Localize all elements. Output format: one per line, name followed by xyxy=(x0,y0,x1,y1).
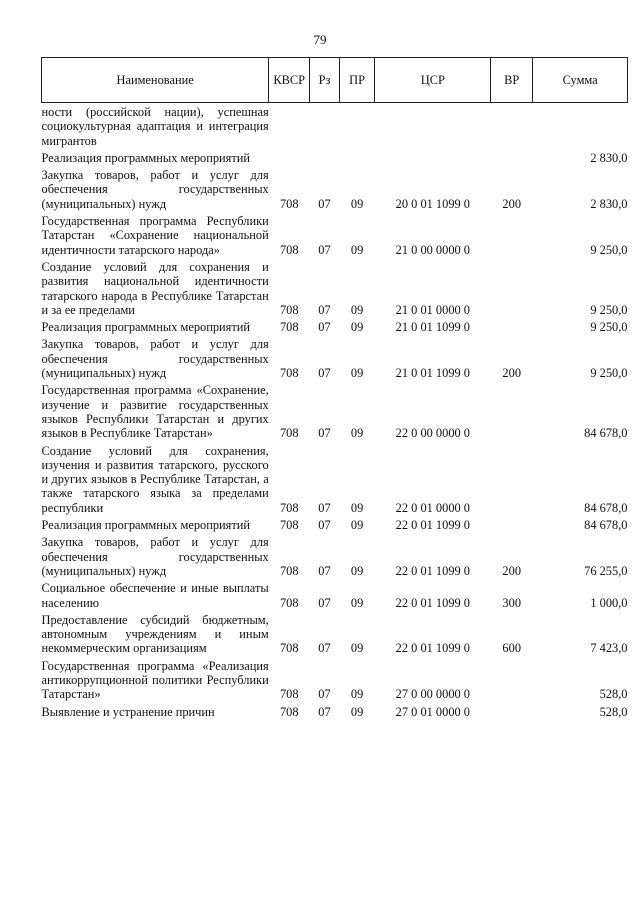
cell-name: Закупка товаров, работ и услуг для обеспечения государственных (муниципальных) нужд xyxy=(41,337,269,381)
cell-vr xyxy=(491,260,533,320)
cell-kvsr: 708 xyxy=(279,426,299,441)
table-row xyxy=(42,659,628,705)
budget-table xyxy=(41,57,628,722)
cell-csr: 22 0 01 1099 0 xyxy=(395,595,470,610)
cell-pr: 09 xyxy=(350,320,364,335)
cell-sum: 84 678,0 xyxy=(584,426,628,441)
cell-rz: 07 xyxy=(318,196,331,211)
cell-rz: 07 xyxy=(318,704,331,719)
cell-name: ности (российской нации), успешная социокультурная адаптация и интеграция мигрантов xyxy=(41,105,269,148)
cell-csr: 22 0 01 0000 0 xyxy=(395,500,470,515)
table-row xyxy=(42,705,628,722)
cell-pr: 09 xyxy=(350,196,364,211)
cell-name: Закупка товаров, работ и услуг для обеспечения государственных (муниципальных) нужд xyxy=(41,535,269,578)
cell-rz: 07 xyxy=(318,595,331,610)
cell-vr xyxy=(491,444,533,518)
cell-pr: 09 xyxy=(350,518,364,533)
cell-pr: 09 xyxy=(350,595,364,610)
cell-kvsr: 708 xyxy=(279,320,299,335)
cell-rz: 07 xyxy=(318,641,331,656)
cell-vr xyxy=(491,705,533,722)
cell-csr: 21 0 01 1099 0 xyxy=(395,320,470,335)
cell-kvsr: 708 xyxy=(279,563,299,578)
cell-kvsr xyxy=(269,151,310,168)
table-row xyxy=(42,214,628,260)
cell-csr: 21 0 00 0000 0 xyxy=(395,242,470,257)
cell-csr: 27 0 00 0000 0 xyxy=(395,687,470,702)
cell-rz: 07 xyxy=(318,563,331,578)
header-kvsr: КВСР xyxy=(269,58,310,103)
cell-csr: 22 0 01 1099 0 xyxy=(395,563,470,578)
cell-name: Государственная программа Республики Татарстан «Сохранение национальной идентичности татарского народа» xyxy=(41,214,269,257)
cell-csr: 27 0 01 0000 0 xyxy=(395,704,470,719)
cell-vr xyxy=(491,659,533,705)
cell-pr: 09 xyxy=(350,641,364,656)
cell-sum: 528,0 xyxy=(599,704,628,719)
page-number: 79 xyxy=(313,32,327,47)
cell-csr: 22 0 00 0000 0 xyxy=(395,426,470,441)
cell-csr: 21 0 01 1099 0 xyxy=(395,366,470,381)
cell-csr xyxy=(375,103,491,151)
table-body xyxy=(42,103,628,722)
cell-rz: 07 xyxy=(318,687,331,702)
cell-csr: 22 0 01 1099 0 xyxy=(395,641,470,656)
cell-sum: 1 000,0 xyxy=(590,595,628,610)
cell-vr: 200 xyxy=(502,563,522,578)
cell-name: Реализация программных мероприятий xyxy=(41,150,251,165)
table-row xyxy=(42,151,628,168)
cell-vr xyxy=(491,214,533,260)
table-row xyxy=(42,581,628,613)
cell-sum: 528,0 xyxy=(599,687,628,702)
cell-name: Реализация программных мероприятий xyxy=(41,320,251,335)
cell-pr: 09 xyxy=(350,563,364,578)
cell-pr xyxy=(339,103,375,151)
cell-pr: 09 xyxy=(350,687,364,702)
cell-kvsr: 708 xyxy=(279,518,299,533)
cell-csr: 21 0 01 0000 0 xyxy=(395,302,470,317)
cell-pr: 09 xyxy=(350,500,364,515)
table-row xyxy=(42,613,628,659)
cell-sum: 2 830,0 xyxy=(590,196,628,211)
cell-vr xyxy=(491,103,533,151)
header-rz: Рз xyxy=(310,58,339,103)
cell-kvsr xyxy=(269,103,310,151)
cell-rz xyxy=(310,151,339,168)
cell-sum: 7 423,0 xyxy=(590,641,628,656)
cell-name: Предоставление субсидий бюджетным, автономным учреждениям и иным некоммерческим организациям xyxy=(41,612,269,656)
cell-rz: 07 xyxy=(318,426,331,441)
cell-sum: 84 678,0 xyxy=(584,518,628,533)
cell-pr xyxy=(339,151,375,168)
cell-pr: 09 xyxy=(350,426,364,441)
cell-rz: 07 xyxy=(318,500,331,515)
cell-kvsr: 708 xyxy=(279,595,299,610)
cell-rz: 07 xyxy=(318,366,331,381)
cell-kvsr: 708 xyxy=(279,500,299,515)
cell-sum: 84 678,0 xyxy=(584,500,628,515)
cell-rz: 07 xyxy=(318,320,331,335)
cell-csr: 22 0 01 1099 0 xyxy=(395,518,470,533)
cell-kvsr: 708 xyxy=(279,704,299,719)
cell-kvsr: 708 xyxy=(279,302,299,317)
cell-kvsr: 708 xyxy=(279,641,299,656)
cell-sum: 9 250,0 xyxy=(590,302,628,317)
cell-rz: 07 xyxy=(318,242,331,257)
table-row xyxy=(42,383,628,443)
header-vr: ВР xyxy=(491,58,533,103)
cell-name: Закупка товаров, работ и услуг для обеспечения государственных (муниципальных) нужд xyxy=(41,168,269,211)
cell-name: Создание условий для сохранения и развития национальной идентичности татарского народа в Республике Татарстан и за ее пределами xyxy=(41,259,269,317)
cell-vr: 200 xyxy=(502,196,522,211)
table-row xyxy=(42,535,628,581)
cell-sum: 9 250,0 xyxy=(590,366,628,381)
header-pr: ПР xyxy=(339,58,375,103)
cell-rz xyxy=(310,103,339,151)
cell-name: Государственная программа «Реализация антикоррупционной политики Республики Татарстан» xyxy=(41,658,269,702)
cell-name: Государственная программа «Сохранение, изучение и развитие государственных языков Республики Татарстан и других языков в Республике Татарстан» xyxy=(41,383,269,441)
header-csr: ЦСР xyxy=(375,58,491,103)
table-row xyxy=(42,320,628,337)
cell-rz: 07 xyxy=(318,518,331,533)
cell-sum: 9 250,0 xyxy=(590,242,628,257)
cell-vr xyxy=(491,383,533,443)
cell-name: Социальное обеспечение и иные выплаты населению xyxy=(41,581,269,610)
table-row xyxy=(42,103,628,151)
header-name: Наименование xyxy=(42,58,269,103)
table-header xyxy=(42,58,628,103)
cell-sum xyxy=(533,103,628,151)
cell-sum: 76 255,0 xyxy=(584,563,628,578)
cell-vr xyxy=(491,151,533,168)
cell-rz: 07 xyxy=(318,302,331,317)
cell-vr xyxy=(491,518,533,535)
cell-kvsr: 708 xyxy=(279,366,299,381)
cell-vr xyxy=(491,320,533,337)
cell-name: Создание условий для сохранения, изучения и развития татарского, русского и других языков в Республике Татарстан, а также татарского языка за пределами республики xyxy=(41,443,269,515)
cell-pr: 09 xyxy=(350,302,364,317)
cell-kvsr: 708 xyxy=(279,196,299,211)
cell-csr: 20 0 01 1099 0 xyxy=(395,196,470,211)
cell-kvsr: 708 xyxy=(279,242,299,257)
cell-csr xyxy=(375,151,491,168)
cell-name: Реализация программных мероприятий xyxy=(41,518,251,533)
cell-name: Выявление и устранение причин xyxy=(41,704,215,719)
cell-vr: 600 xyxy=(502,641,522,656)
header-sum: Сумма xyxy=(533,58,628,103)
cell-vr: 200 xyxy=(502,366,522,381)
table-row xyxy=(42,168,628,214)
cell-sum: 9 250,0 xyxy=(590,320,628,335)
table-row xyxy=(42,518,628,535)
table-row xyxy=(42,337,628,383)
cell-vr: 300 xyxy=(502,595,522,610)
cell-sum: 2 830,0 xyxy=(590,150,628,165)
table-row xyxy=(42,444,628,518)
cell-pr: 09 xyxy=(350,242,364,257)
cell-kvsr: 708 xyxy=(279,687,299,702)
table-row xyxy=(42,260,628,320)
cell-pr: 09 xyxy=(350,704,364,719)
cell-pr: 09 xyxy=(350,366,364,381)
